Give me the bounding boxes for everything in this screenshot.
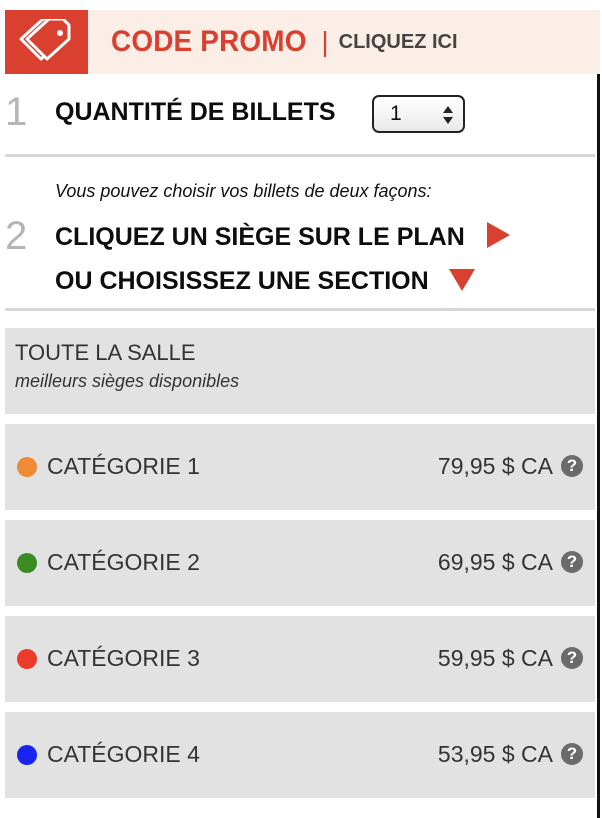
category-row[interactable] xyxy=(5,616,595,702)
category-color-dot xyxy=(17,745,37,765)
triangle-down-icon xyxy=(449,269,475,291)
category-row[interactable] xyxy=(5,712,595,798)
category-price: 53,95 $ CA xyxy=(437,741,553,767)
section-all-seats[interactable] xyxy=(5,328,595,414)
category-price: 79,95 $ CA xyxy=(437,453,553,479)
category-label: CATÉGORIE 3 xyxy=(47,645,200,671)
category-color-dot xyxy=(17,649,37,669)
section-label: OU CHOISISSEZ UNE SECTION xyxy=(55,267,429,295)
seat-map-instruction[interactable] xyxy=(55,222,510,252)
help-icon[interactable]: ? xyxy=(561,551,583,573)
category-color-dot xyxy=(17,457,37,477)
panel-border xyxy=(597,74,600,818)
step-quantity xyxy=(5,88,595,138)
all-seats-title: TOUTE LA SALLE xyxy=(15,340,196,365)
quantity-select[interactable] xyxy=(372,95,465,133)
seat-map-label: CLIQUEZ UN SIÈGE SUR LE PLAN xyxy=(55,223,465,251)
category-price: 59,95 $ CA xyxy=(437,645,553,671)
quantity-heading: QUANTITÉ DE BILLETS xyxy=(55,98,336,126)
category-label: CATÉGORIE 1 xyxy=(47,453,200,479)
promo-link[interactable]: CLIQUEZ ICI xyxy=(338,30,458,53)
selection-intro: Vous pouvez choisir vos billets de deux façons: xyxy=(55,181,432,201)
quantity-value: 1 xyxy=(390,102,402,125)
promo-code-banner[interactable] xyxy=(5,10,600,74)
promo-separator: | xyxy=(321,26,329,57)
tag-icon xyxy=(5,10,88,74)
promo-title[interactable]: CODE PROMO xyxy=(111,25,307,58)
all-seats-subtitle: meilleurs sièges disponibles xyxy=(15,371,240,391)
category-price: 69,95 $ CA xyxy=(437,549,553,575)
step-number-1: 1 xyxy=(5,90,28,134)
step-number-2: 2 xyxy=(5,214,28,258)
help-icon[interactable]: ? xyxy=(561,455,583,477)
help-icon[interactable]: ? xyxy=(561,647,583,669)
divider xyxy=(5,308,595,311)
category-label: CATÉGORIE 2 xyxy=(47,549,200,575)
section-instruction xyxy=(55,267,475,296)
category-row[interactable] xyxy=(5,424,595,510)
category-label: CATÉGORIE 4 xyxy=(47,741,200,767)
divider xyxy=(5,154,595,157)
category-color-dot xyxy=(17,553,37,573)
help-icon[interactable]: ? xyxy=(561,743,583,765)
stepper-arrows-icon xyxy=(443,104,453,126)
category-row[interactable] xyxy=(5,520,595,606)
triangle-right-icon xyxy=(487,222,510,248)
